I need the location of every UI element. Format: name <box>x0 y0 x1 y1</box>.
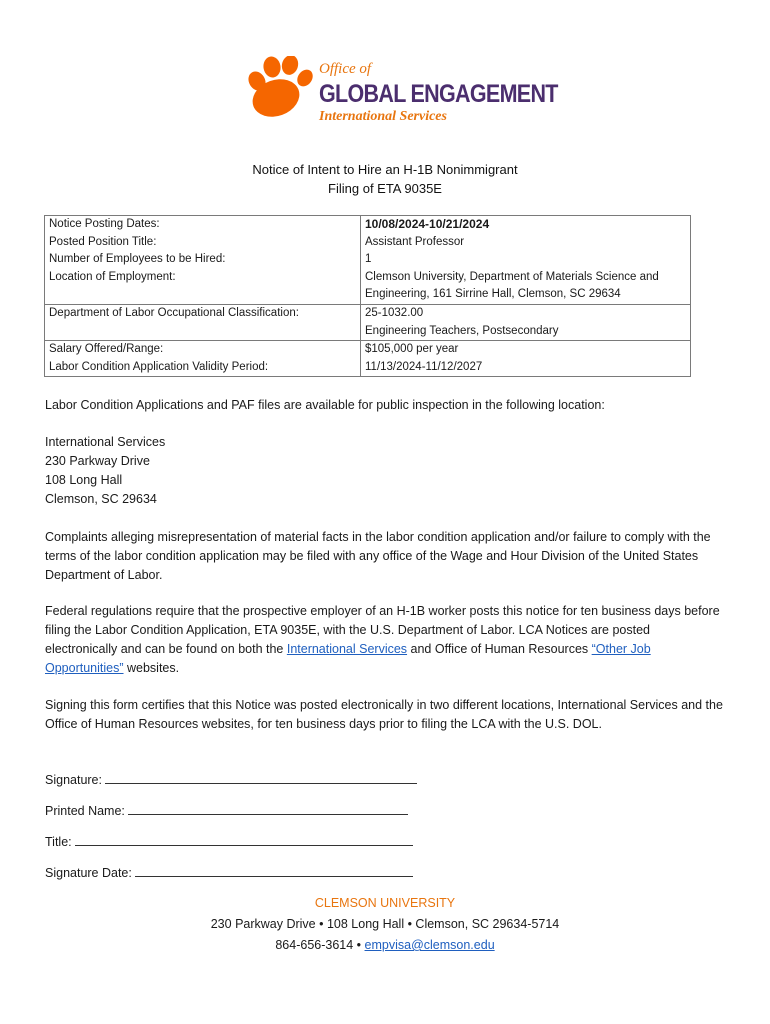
address-line: International Services <box>45 435 166 449</box>
certification-paragraph: Signing this form certifies that this Notice was posted electronically in two different locations, International Services and the Office of Human Resources websites, for ten business days prior to filing the LCA with the U.S. DOL. <box>45 698 723 731</box>
signature-date-line[interactable] <box>135 864 413 877</box>
employees-count-label: Number of Employees to be Hired: <box>49 253 226 266</box>
location-value-line1: Clemson University, Department of Materials Science and <box>365 270 659 283</box>
notice-info-table <box>44 215 691 377</box>
salary-value: $105,000 per year <box>365 343 459 356</box>
address-line: Clemson, SC 29634 <box>45 492 157 506</box>
international-services-link[interactable]: International Services <box>286 642 408 656</box>
footer-phone: 864-656-3614 • <box>275 938 365 952</box>
notice-subtitle: Filing of ETA 9035E <box>328 181 442 196</box>
address-line: 108 Long Hall <box>45 473 123 487</box>
title-field[interactable] <box>45 833 413 852</box>
inspection-address <box>45 433 725 509</box>
footer-email-link[interactable]: empvisa@clemson.edu <box>364 938 495 952</box>
signature-field[interactable] <box>45 771 417 790</box>
footer-university-name: CLEMSON UNIVERSITY <box>314 896 456 910</box>
location-value-line2: Engineering, 161 Sirrine Hall, Clemson, SC 29634 <box>365 288 621 301</box>
lca-availability-paragraph: Labor Condition Applications and PAF files are available for public inspection in the following location: <box>45 398 605 412</box>
logo-office-text: Office of <box>319 61 372 77</box>
printed-name-field[interactable] <box>45 802 408 821</box>
classification-code-value: 25-1032.00 <box>365 306 424 319</box>
signature-date-field[interactable] <box>45 864 413 883</box>
signature-line[interactable] <box>105 771 417 784</box>
logo-international-services-text: International Services <box>319 109 447 124</box>
posting-dates-label: Notice Posting Dates: <box>49 218 160 230</box>
printed-name-line[interactable] <box>128 802 408 815</box>
office-logo <box>244 56 558 126</box>
other-job-opportunities-link[interactable]: “Other Job Opportunities” <box>45 642 651 675</box>
table-row <box>45 216 691 305</box>
footer-address: 230 Parkway Drive • 108 Long Hall • Clemson, SC 29634-5714 <box>210 917 560 931</box>
notice-title: Notice of Intent to Hire an H-1B Nonimmigrant <box>252 162 518 177</box>
address-line: 230 Parkway Drive <box>45 454 150 468</box>
tiger-paw-icon <box>244 56 314 122</box>
federal-text: and Office of Human Resources <box>407 642 592 656</box>
footer-contact <box>0 936 770 955</box>
table-row <box>45 341 691 377</box>
signature-date-label: Signature Date: <box>45 866 132 880</box>
validity-period-value: 11/13/2024-11/12/2027 <box>365 360 483 373</box>
classification-label: Department of Labor Occupational Classification: <box>49 306 299 319</box>
signature-label: Signature: <box>45 773 102 787</box>
title-line[interactable] <box>75 833 413 846</box>
printed-name-label: Printed Name: <box>45 804 125 818</box>
posting-dates-value: 10/08/2024-10/21/2024 <box>365 217 490 231</box>
classification-name-value: Engineering Teachers, Postsecondary <box>365 324 559 337</box>
table-row <box>45 304 691 340</box>
federal-text: Federal regulations require that the prospective employer of an H-1B worker posts this notice for ten business days before filing the Labor Condition Application, ETA 9035E, with the U.S. Department of Labor. LCA Notices are posted electronically and can be found on both the <box>45 604 720 656</box>
title-label: Title: <box>45 835 72 849</box>
location-label: Location of Employment: <box>49 270 176 283</box>
position-title-value: Assistant Professor <box>365 235 465 248</box>
complaints-paragraph: Complaints alleging misrepresentation of material facts in the labor condition application and/or failure to comply with the terms of the labor condition application may be filed with any office of the Wage and Hour Division of the United States Department of Labor. <box>45 530 711 582</box>
validity-period-label: Labor Condition Application Validity Period: <box>49 360 269 373</box>
position-title-label: Posted Position Title: <box>49 235 157 248</box>
logo-global-engagement-text: GLOBAL ENGAGEMENT <box>319 80 558 108</box>
federal-regulations-paragraph <box>45 602 725 678</box>
salary-label: Salary Offered/Range: <box>49 343 164 356</box>
employees-count-value: 1 <box>365 253 372 266</box>
federal-text: websites. <box>123 661 180 675</box>
